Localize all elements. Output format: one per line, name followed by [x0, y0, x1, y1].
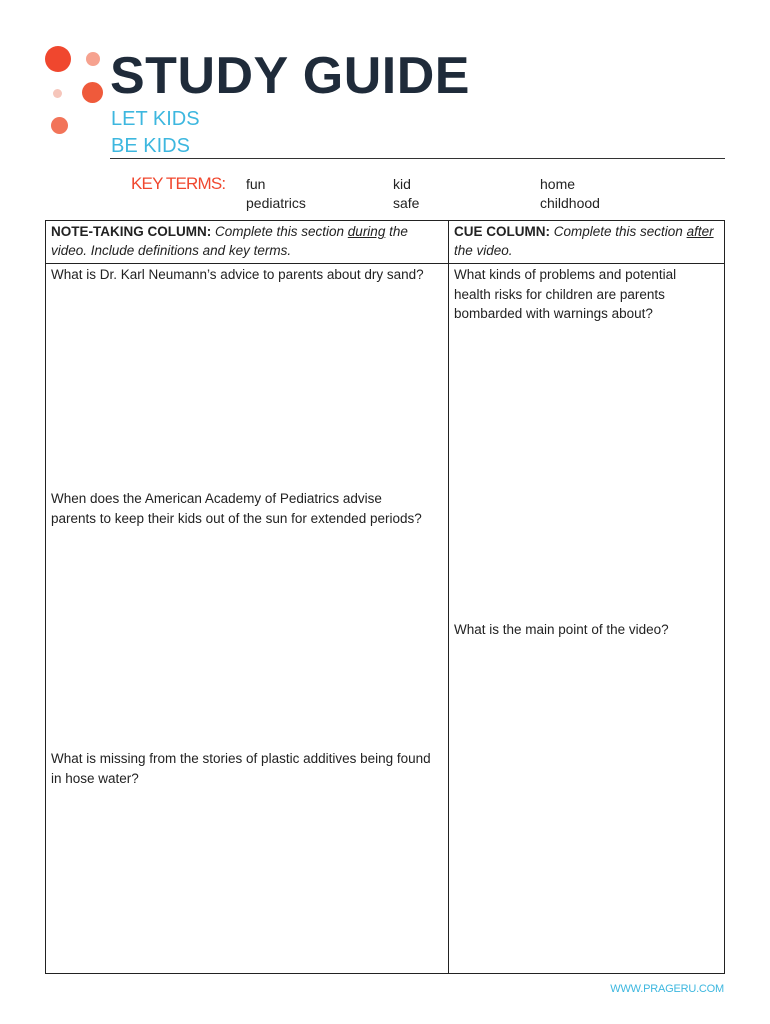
notes-table [45, 220, 725, 974]
subtitle-line-1: LET KIDS [111, 108, 200, 130]
page-title: STUDY GUIDE [110, 47, 470, 105]
column-divider [448, 220, 449, 974]
cue-heading-underlined: after [686, 224, 714, 239]
note-heading-bold: NOTE-TAKING COLUMN: [51, 224, 212, 239]
note-question-2: When does the American Academy of Pediatrics advise parents to keep their kids out of the sun for extended periods? [51, 491, 422, 526]
key-term: pediatrics [246, 195, 306, 211]
key-terms-label: KEY TERMS: [131, 174, 226, 193]
note-heading-text: Complete this section [211, 224, 348, 239]
cue-question-1: What kinds of problems and potential health risks for children are parents bombarded with warnings about? [454, 267, 677, 321]
header-divider [110, 158, 725, 159]
logo-dot [45, 46, 71, 72]
key-term: fun [246, 176, 266, 192]
logo-dot [53, 89, 62, 98]
logo-dot [51, 117, 68, 134]
cue-heading-text: the video. [454, 243, 513, 258]
note-heading-underlined: during [347, 224, 386, 239]
note-question-1: What is Dr. Karl Neumann’s advice to parents about dry sand? [51, 267, 424, 282]
note-question-3: What is missing from the stories of plastic additives being found in hose water? [51, 751, 431, 786]
footer-url: WWW.PRAGERU.COM [610, 983, 724, 995]
cue-heading-text: Complete this section [550, 224, 687, 239]
header-row-divider [45, 263, 725, 264]
logo-dot [86, 52, 100, 66]
cue-column-heading [454, 222, 719, 260]
key-term: kid [393, 176, 411, 192]
key-term: home [540, 176, 576, 192]
cue-question-2: What is the main point of the video? [454, 622, 669, 637]
cue-heading-bold: CUE COLUMN: [454, 224, 550, 239]
logo-dot [82, 82, 103, 103]
key-term: safe [393, 195, 420, 211]
note-taking-column-heading [51, 222, 443, 260]
subtitle-line-2: BE KIDS [111, 135, 190, 157]
note-heading-text: the video. Include definitions and key terms. [51, 224, 408, 258]
key-term: childhood [540, 195, 600, 211]
